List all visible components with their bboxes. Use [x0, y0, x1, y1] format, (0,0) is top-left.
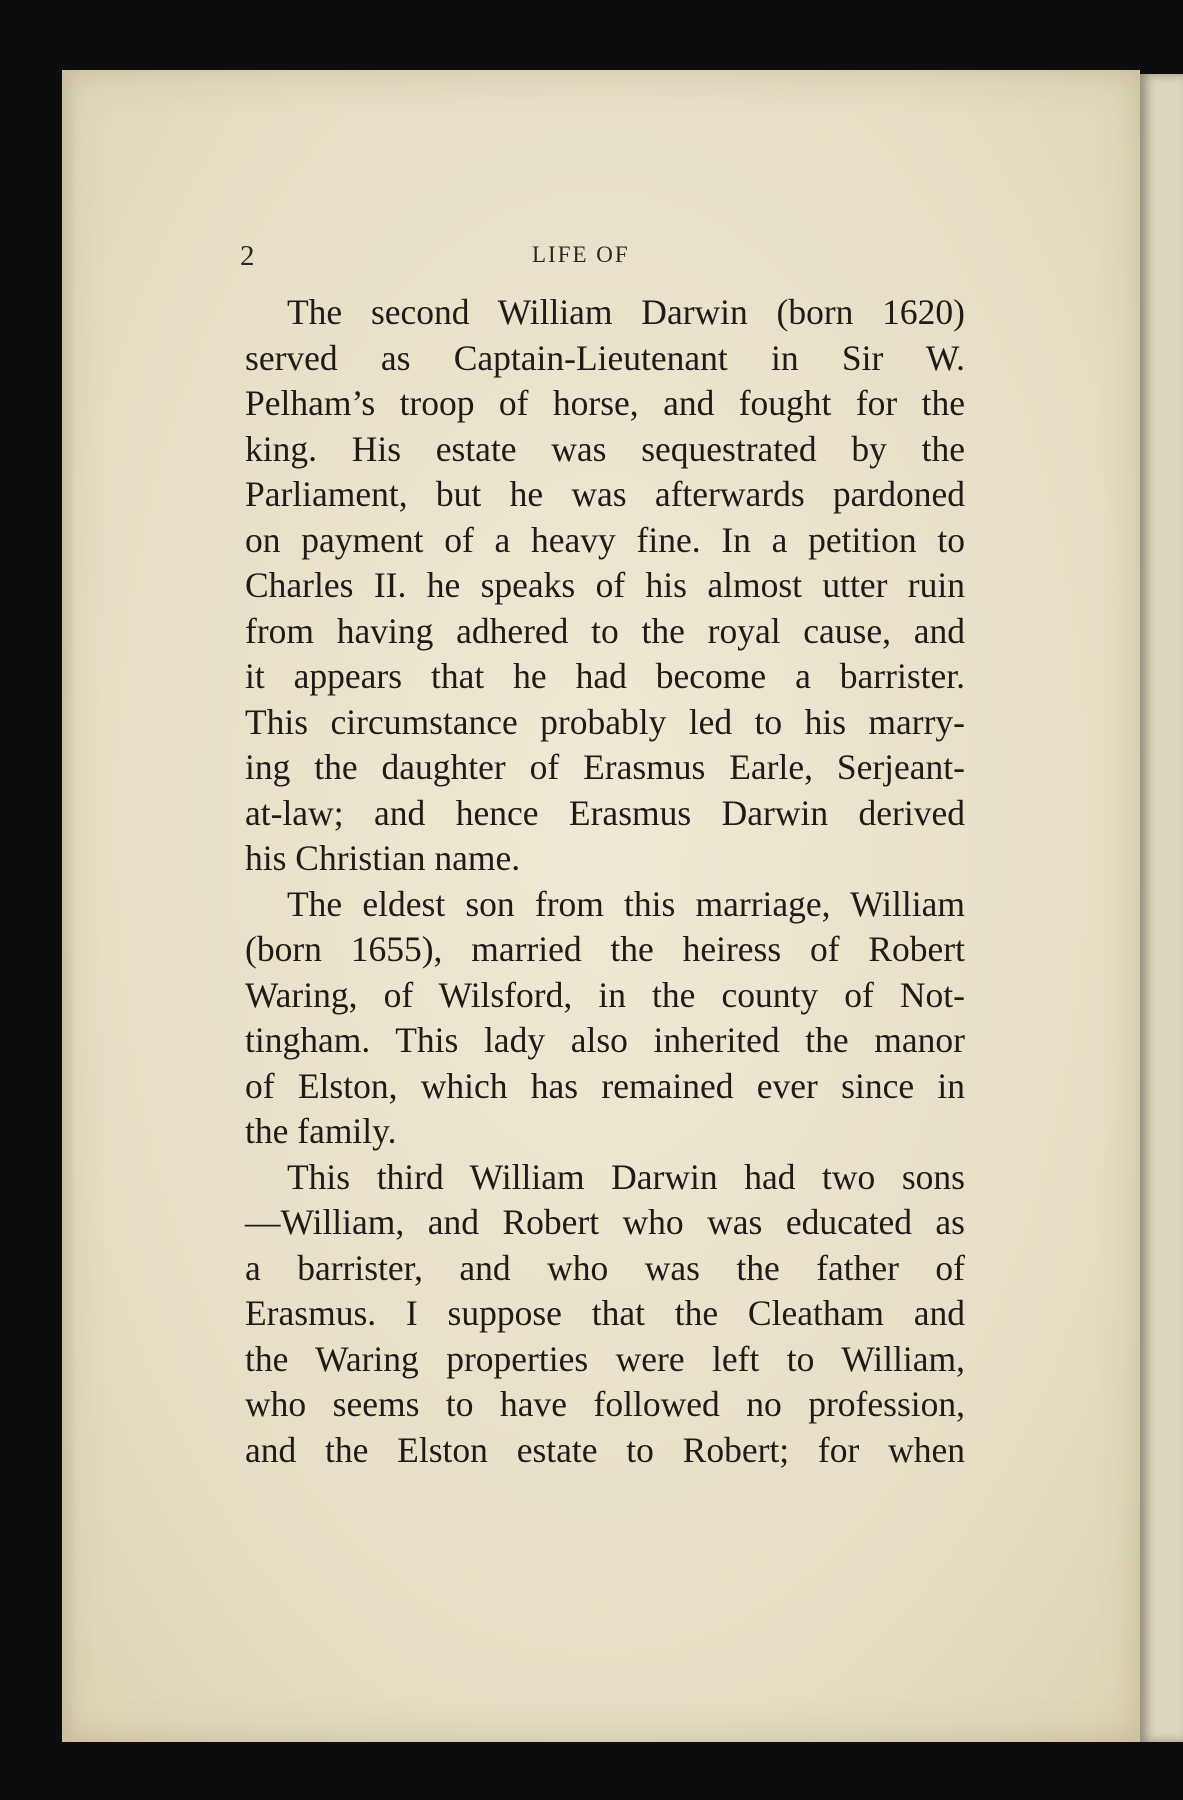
text-line: served as Captain-Lieutenant in Sir W. — [245, 337, 965, 378]
text-line: king. His estate was sequestrated by the — [245, 428, 965, 469]
text-line: Pelham’s troop of horse, and fought for the — [245, 383, 965, 423]
text-line: This third William Darwin had two sons — [287, 1156, 965, 1197]
text-line: The eldest son from this marriage, William — [287, 883, 965, 924]
text-line: it appears that he had become a barrister. — [245, 656, 965, 696]
text-line: Charles II. he speaks of his almost utter ruin — [245, 565, 965, 605]
text-line: Parliament, but he was afterwards pardoned — [245, 474, 965, 514]
text-line: The second William Darwin (born 1620) — [287, 292, 965, 332]
text-line: the Waring properties were left to William, — [245, 1338, 965, 1379]
adjacent-page-edge — [1140, 74, 1183, 1742]
text-line: of Elston, which has remained ever since in — [245, 1065, 965, 1106]
text-line: Waring, of Wilsford, in the county of Not- — [245, 974, 965, 1015]
page-gutter-shadow — [62, 70, 76, 1742]
text-line: tingham. This lady also inherited the manor — [245, 1020, 965, 1060]
text-line: (born 1655), married the heiress of Robert — [245, 929, 965, 969]
text-line: the family. — [245, 1111, 397, 1151]
page-number: 2 — [240, 240, 255, 272]
text-line: who seems to have followed no profession, — [245, 1384, 965, 1424]
text-line: a barrister, and who was the father of — [245, 1247, 965, 1288]
text-line: and the Elston estate to Robert; for when — [245, 1429, 965, 1470]
text-line: This circumstance probably led to his marry- — [245, 701, 965, 742]
text-line: ing the daughter of Erasmus Earle, Serjeant- — [245, 747, 965, 787]
text-line: his Christian name. — [245, 838, 521, 878]
page-header — [240, 240, 970, 280]
running-head: LIFE OF — [532, 242, 630, 267]
paragraph — [245, 290, 965, 882]
text-line: —William, and Robert who was educated as — [245, 1202, 965, 1242]
text-line: Erasmus. I suppose that the Cleatham and — [245, 1293, 965, 1333]
text-line: at-law; and hence Erasmus Darwin derived — [245, 792, 965, 833]
text-line: from having adhered to the royal cause, and — [245, 610, 965, 651]
paragraph — [245, 882, 965, 1155]
text-line: on payment of a heavy fine. In a petition to — [245, 519, 965, 560]
body-text — [245, 290, 965, 1473]
paragraph — [245, 1155, 965, 1474]
